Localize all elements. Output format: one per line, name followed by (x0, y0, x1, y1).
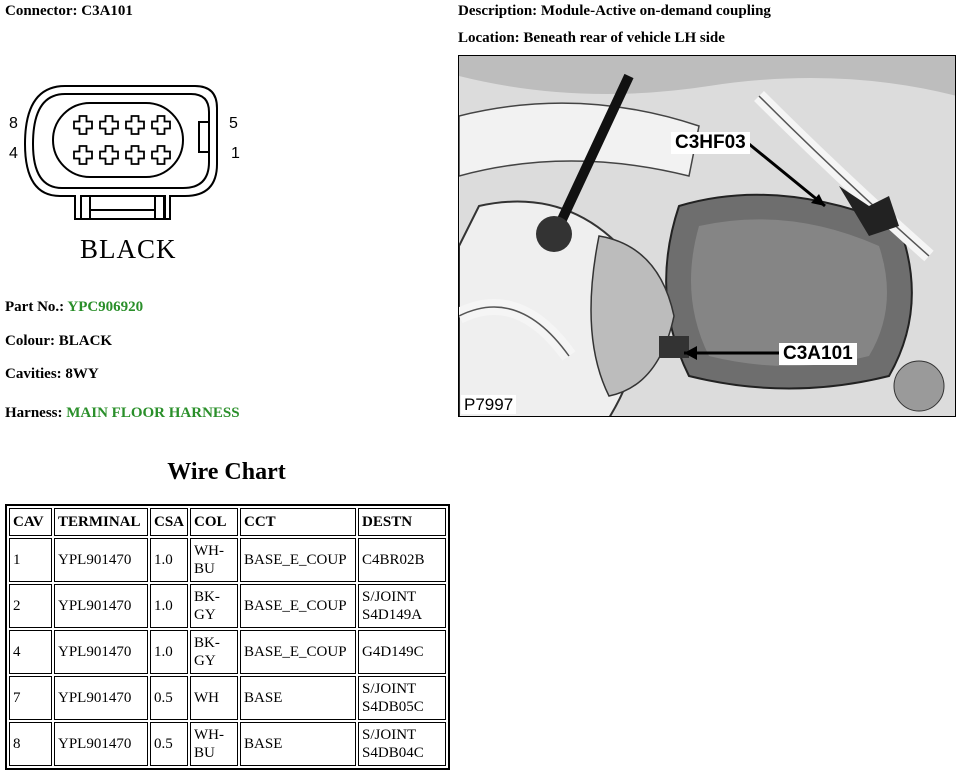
connector-id: C3A101 (81, 3, 133, 19)
cell-col: WH- BU (190, 722, 238, 766)
cell-cct: BASE (240, 722, 356, 766)
colour-line (5, 333, 112, 350)
cell-col: WH (190, 676, 238, 720)
wire-chart-table (5, 504, 450, 770)
cell-cct: BASE_E_COUP (240, 630, 356, 674)
col-header-col: COL (190, 508, 238, 536)
location-value: Beneath rear of vehicle LH side (523, 30, 725, 46)
table-row (9, 676, 446, 720)
pin-cavity (126, 146, 144, 164)
description-label: Description: (458, 3, 538, 19)
cell-cav: 4 (9, 630, 52, 674)
table-row (9, 584, 446, 628)
pin-number-4: 4 (9, 145, 18, 162)
colour-value: BLACK (58, 333, 113, 349)
cell-csa: 1.0 (150, 538, 188, 582)
cavities-value: 8WY (65, 366, 99, 382)
cell-col: BK- GY (190, 630, 238, 674)
connector-title (5, 3, 133, 20)
connector-colour-text: BLACK (80, 234, 177, 264)
cell-destn: S/JOINT S4DB04C (358, 722, 446, 766)
pin-cavity (126, 116, 144, 134)
description-value: Module-Active on-demand coupling (540, 3, 771, 19)
callout-c3hf03: C3HF03 (671, 132, 750, 154)
pin-cavity (152, 116, 170, 134)
cell-destn: G4D149C (358, 630, 446, 674)
table-header-row (9, 508, 446, 536)
col-header-destn: DESTN (358, 508, 446, 536)
cell-cav: 7 (9, 676, 52, 720)
cell-csa: 0.5 (150, 676, 188, 720)
table-row (9, 722, 446, 766)
col-header-cct: CCT (240, 508, 356, 536)
location-label: Location: (458, 30, 520, 46)
pin-cavity (74, 146, 92, 164)
cell-destn: S/JOINT S4DB05C (358, 676, 446, 720)
harness-line (5, 405, 240, 422)
cell-cct: BASE (240, 676, 356, 720)
table-row (9, 630, 446, 674)
callout-c3a101: C3A101 (779, 343, 857, 365)
cell-terminal: YPL901470 (54, 630, 148, 674)
cell-csa: 1.0 (150, 630, 188, 674)
cell-col: WH- BU (190, 538, 238, 582)
pin-cavity (74, 116, 92, 134)
cell-cav: 8 (9, 722, 52, 766)
location-line (458, 30, 725, 47)
pin-cavities (74, 116, 170, 164)
cavities-line (5, 366, 99, 383)
cell-cav: 1 (9, 538, 52, 582)
pin-number-1: 1 (231, 145, 240, 162)
pin-number-5: 5 (229, 115, 238, 132)
cell-destn: S/JOINT S4D149A (358, 584, 446, 628)
cell-csa: 0.5 (150, 722, 188, 766)
cell-destn: C4BR02B (358, 538, 446, 582)
part-number-line (5, 299, 143, 316)
colour-label: Colour: (5, 333, 55, 349)
col-header-terminal: TERMINAL (54, 508, 148, 536)
cavities-label: Cavities: (5, 366, 62, 382)
cell-cct: BASE_E_COUP (240, 584, 356, 628)
location-photo (458, 55, 956, 417)
cell-terminal: YPL901470 (54, 538, 148, 582)
connector-face-diagram (5, 84, 220, 234)
pin-cavity (100, 146, 118, 164)
cell-csa: 1.0 (150, 584, 188, 628)
cell-terminal: YPL901470 (54, 584, 148, 628)
connector-label: Connector: (5, 3, 78, 19)
pin-cavity (100, 116, 118, 134)
harness-link[interactable]: MAIN FLOOR HARNESS (66, 405, 240, 421)
pin-cavity (152, 146, 170, 164)
description-line (458, 3, 771, 20)
part-number-label: Part No.: (5, 299, 65, 315)
photo-illustration (459, 56, 956, 417)
harness-label: Harness: (5, 405, 63, 421)
cell-cct: BASE_E_COUP (240, 538, 356, 582)
part-number-link[interactable]: YPC906920 (67, 299, 144, 315)
wire-chart-title: Wire Chart (167, 459, 286, 485)
col-header-cav: CAV (9, 508, 52, 536)
cell-cav: 2 (9, 584, 52, 628)
pin-number-8: 8 (9, 115, 18, 132)
table-row (9, 538, 446, 582)
col-header-csa: CSA (150, 508, 188, 536)
photo-id-label: P7997 (461, 395, 516, 414)
cell-terminal: YPL901470 (54, 722, 148, 766)
cell-terminal: YPL901470 (54, 676, 148, 720)
cell-col: BK- GY (190, 584, 238, 628)
